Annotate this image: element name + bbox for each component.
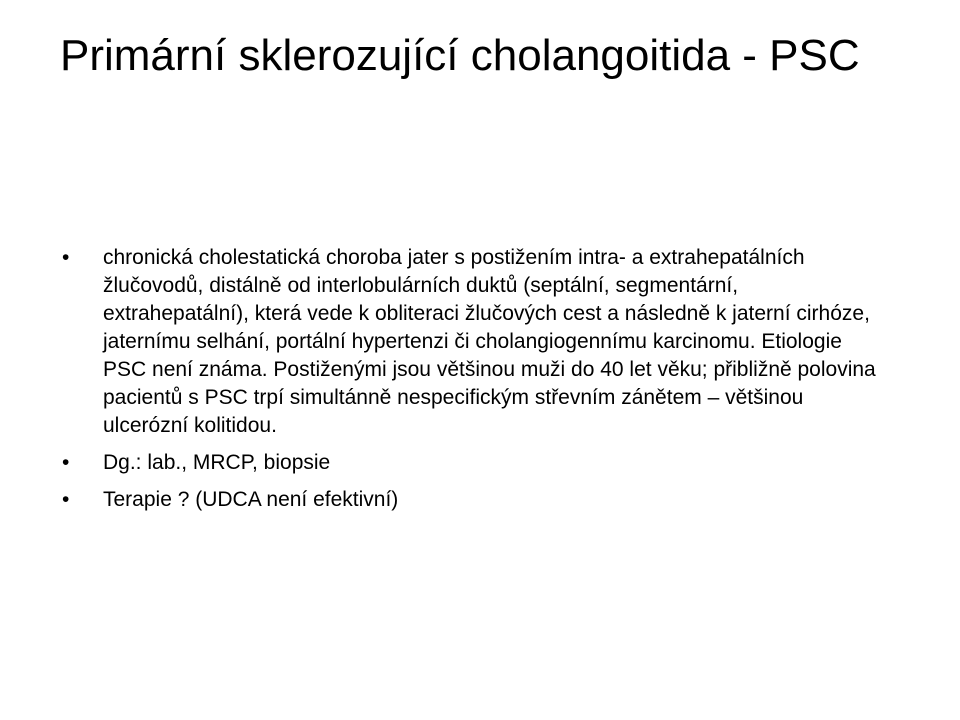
bullet-text: Dg.: lab., MRCP, biopsie: [103, 451, 331, 474]
bullet-item-diagnosis: [62, 449, 882, 477]
slide-title: Primární sklerozující cholangoitida - PSC: [60, 31, 860, 80]
bullet-item-therapy: [62, 486, 882, 514]
bullet-marker: •: [62, 246, 70, 269]
bullet-marker: •: [62, 488, 70, 511]
bullet-text: Terapie ? (UDCA není efektivní): [103, 488, 399, 511]
bullet-list: [62, 244, 882, 523]
bullet-text: chronická cholestatická choroba jater s postižením intra- a extrahepatálních žlučovodů, distálně od interlobulárních duktů (septální, segmentární, extrahepatální), která vede k obliteraci žlučových cest a následně k jaterní cirhóze, jaternímu selhání, portální hypertenzi či cholangiogennímu karcinomu. Etiologie PSC není známa. Postiženými jsou většinou muži do 40 let věku; přibližně polovina pacientů s PSC trpí simultánně nespecifickým střevním zánětem – většinou ulcerózní kolitidou.: [103, 246, 876, 437]
bullet-item-description: [62, 244, 882, 440]
bullet-marker: •: [62, 451, 70, 474]
